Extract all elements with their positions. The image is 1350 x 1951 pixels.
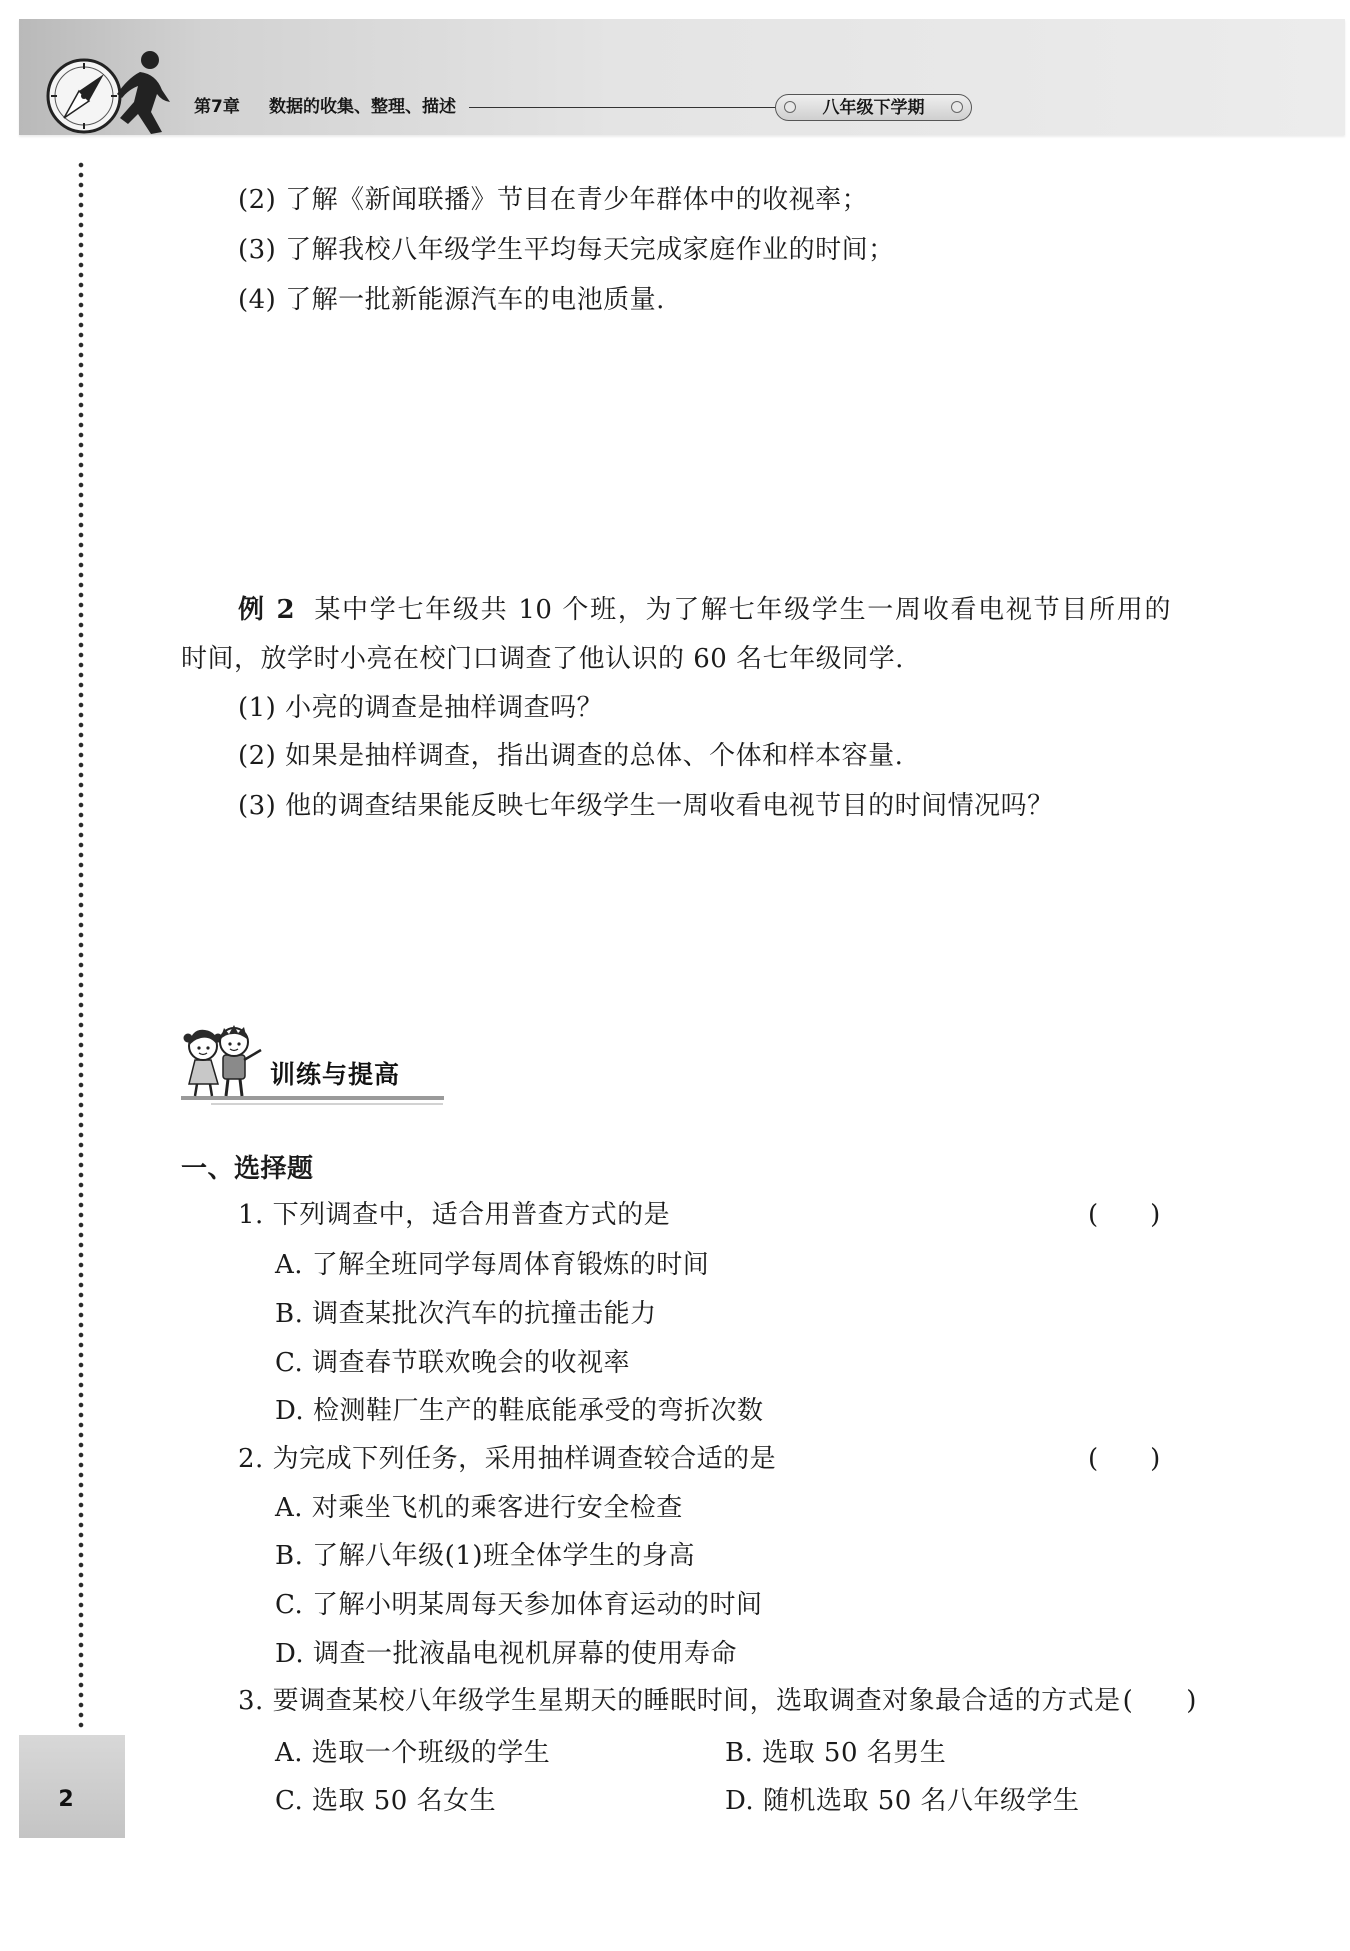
question-3-option-d: D. 随机选取 50 名八年级学生 xyxy=(725,1786,1080,1816)
compass-runner-icon xyxy=(38,46,178,138)
example2-text-line2: 时间，放学时小亮在校门口调查了他认识的 60 名七年级同学. xyxy=(181,644,904,674)
example2-text-line1 xyxy=(238,595,1171,625)
question-2-stem: 2. 为完成下列任务，采用抽样调查较合适的是 xyxy=(238,1444,777,1474)
page-number: 2 xyxy=(58,1787,74,1812)
question-3-line xyxy=(238,1686,1197,1716)
example1-item-3: (3) 了解我校八年级学生平均每天完成家庭作业的时间； xyxy=(238,235,895,265)
question-3-stem: 3. 要调查某校八年级学生星期天的睡眠时间，选取调查对象最合适的方式是 xyxy=(238,1686,1121,1716)
grade-term-label: 八年级下学期 xyxy=(822,97,925,118)
question-1-option-c: C. 调查春节联欢晚会的收视率 xyxy=(275,1348,630,1378)
page-number-box xyxy=(19,1735,125,1838)
question-2-answer-blank: ( ) xyxy=(1088,1444,1161,1474)
question-3-option-b: B. 选取 50 名男生 xyxy=(725,1738,947,1768)
example2-line1: 某中学七年级共 10 个班，为了解七年级学生一周收看电视节目所用的 xyxy=(313,595,1171,625)
grade-term-badge xyxy=(775,94,972,121)
pill-dot-right xyxy=(951,101,963,113)
question-3-option-c: C. 选取 50 名女生 xyxy=(275,1786,497,1816)
header-divider xyxy=(469,107,779,108)
example2-question-1: (1) 小亮的调查是抽样调查吗？ xyxy=(238,693,604,723)
pill-dot-left xyxy=(784,101,796,113)
question-3-option-a: A. 选取一个班级的学生 xyxy=(275,1738,551,1768)
question-2-option-d: D. 调查一批液晶电视机屏幕的使用寿命 xyxy=(275,1639,737,1669)
margin-dotted-line xyxy=(78,160,84,1732)
question-2-option-a: A. 对乘坐飞机的乘客进行安全检查 xyxy=(275,1493,683,1523)
question-1-option-b: B. 调查某批次汽车的抗撞击能力 xyxy=(275,1299,657,1329)
question-2-option-b: B. 了解八年级(1)班全体学生的身高 xyxy=(275,1541,695,1571)
question-2-option-c: C. 了解小明某周每天参加体育运动的时间 xyxy=(275,1590,763,1620)
example2-question-3: (3) 他的调查结果能反映七年级学生一周收看电视节目的时间情况吗？ xyxy=(238,791,1054,821)
chapter-number: 第7章 xyxy=(194,97,240,117)
choice-section-heading: 一、选择题 xyxy=(181,1154,314,1184)
chapter-title: 数据的收集、整理、描述 xyxy=(269,97,456,117)
question-1-option-a: A. 了解全班同学每周体育锻炼的时间 xyxy=(275,1250,710,1280)
question-3-answer-blank: ( ) xyxy=(1122,1686,1197,1716)
question-1-stem: 1. 下列调查中，适合用普查方式的是 xyxy=(238,1200,671,1230)
example2-label: 例 2 xyxy=(238,595,296,625)
example2-question-2: (2) 如果是抽样调查，指出调查的总体、个体和样本容量. xyxy=(238,741,904,771)
example1-item-4: (4) 了解一批新能源汽车的电池质量. xyxy=(238,285,665,315)
practice-section-title: 训练与提高 xyxy=(270,1060,401,1089)
question-1-answer-blank: ( ) xyxy=(1088,1200,1161,1230)
example1-item-2: (2) 了解《新闻联播》节目在青少年群体中的收视率； xyxy=(238,185,869,215)
question-1-option-d: D. 检测鞋厂生产的鞋底能承受的弯折次数 xyxy=(275,1396,764,1426)
